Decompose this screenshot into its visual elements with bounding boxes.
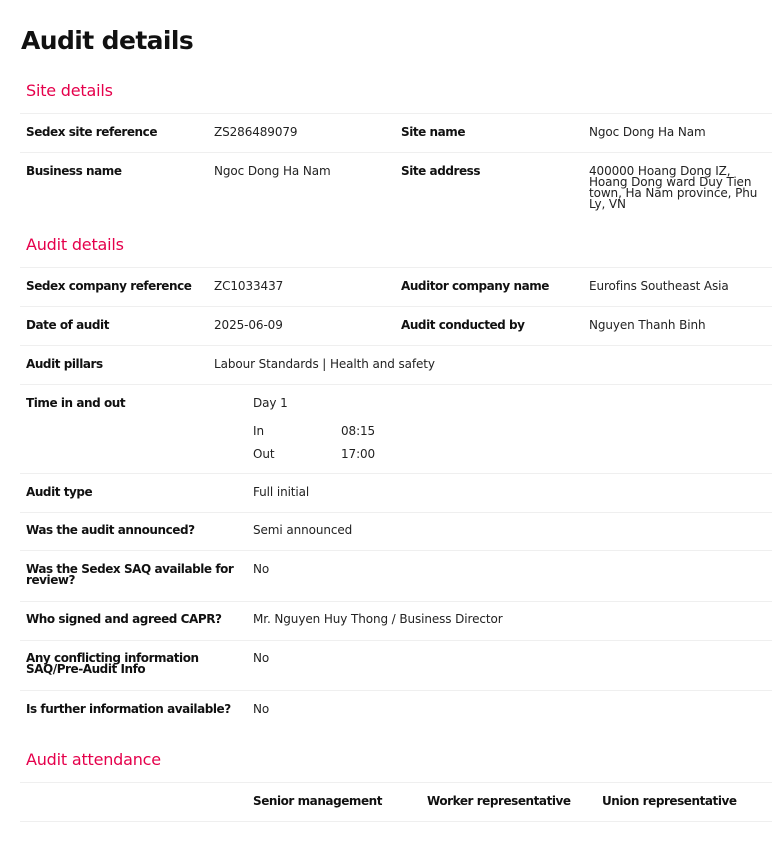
divider [20, 113, 772, 114]
label-audit-type: Audit type [26, 485, 93, 499]
label-saq-available: Was the Sedex SAQ available for review? [26, 562, 234, 587]
value-conflicting-info: No [253, 651, 270, 665]
label-sedex-site-reference: Sedex site reference [26, 125, 158, 139]
section-heading-audit-attendance: Audit attendance [26, 750, 161, 769]
label-further-info: Is further information available? [26, 702, 231, 716]
label-audit-conducted-by: Audit conducted by [401, 318, 525, 332]
divider [20, 601, 772, 602]
value-auditor-company-name: Eurofins Southeast Asia [589, 279, 729, 293]
value-saq-available: No [253, 562, 270, 576]
value-capr-signed: Mr. Nguyen Huy Thong / Business Director [253, 612, 503, 626]
divider [20, 640, 772, 641]
value-audit-pillars: Labour Standards | Health and safety [214, 357, 435, 371]
value-day: Day 1 [253, 396, 288, 410]
label-conflicting-info: Any conflicting information SAQ/Pre-Audit Info [26, 651, 199, 676]
value-business-name: Ngoc Dong Ha Nam [214, 164, 331, 178]
page-title: Audit details [21, 26, 194, 55]
divider [20, 345, 772, 346]
divider [20, 821, 772, 822]
value-site-address: 400000 Hoang Dong IZ, Hoang Dong ward Duy Tien town, Ha Nam province, Phu Ly, VN [589, 164, 758, 211]
value-audit-announced: Semi announced [253, 523, 353, 537]
label-time-in: In [253, 424, 264, 438]
label-auditor-company-name: Auditor company name [401, 279, 549, 293]
value-audit-type: Full initial [253, 485, 310, 499]
value-sedex-site-reference: ZS286489079 [214, 125, 298, 139]
section-heading-audit-details: Audit details [26, 235, 124, 254]
divider [20, 384, 772, 385]
label-audit-announced: Was the audit announced? [26, 523, 195, 537]
section-heading-site-details: Site details [26, 81, 113, 100]
value-time-in: 08:15 [341, 424, 376, 438]
divider [20, 152, 772, 153]
divider [20, 550, 772, 551]
label-audit-pillars: Audit pillars [26, 357, 103, 371]
column-header-worker-representative: Worker representative [427, 794, 571, 808]
divider [20, 473, 772, 474]
label-date-of-audit: Date of audit [26, 318, 109, 332]
label-site-address: Site address [401, 164, 481, 178]
column-header-union-representative: Union representative [602, 794, 737, 808]
label-time-in-out: Time in and out [26, 396, 126, 410]
divider [20, 690, 772, 691]
divider [20, 306, 772, 307]
label-sedex-company-reference: Sedex company reference [26, 279, 192, 293]
divider [20, 782, 772, 783]
label-capr-signed: Who signed and agreed CAPR? [26, 612, 222, 626]
label-time-out: Out [253, 447, 275, 461]
value-sedex-company-reference: ZC1033437 [214, 279, 284, 293]
value-time-out: 17:00 [341, 447, 376, 461]
column-header-senior-management: Senior management [253, 794, 383, 808]
value-site-name: Ngoc Dong Ha Nam [589, 125, 706, 139]
label-site-name: Site name [401, 125, 466, 139]
divider [20, 512, 772, 513]
label-business-name: Business name [26, 164, 122, 178]
value-further-info: No [253, 702, 270, 716]
value-audit-conducted-by: Nguyen Thanh Binh [589, 318, 706, 332]
divider [20, 267, 772, 268]
value-date-of-audit: 2025-06-09 [214, 318, 283, 332]
